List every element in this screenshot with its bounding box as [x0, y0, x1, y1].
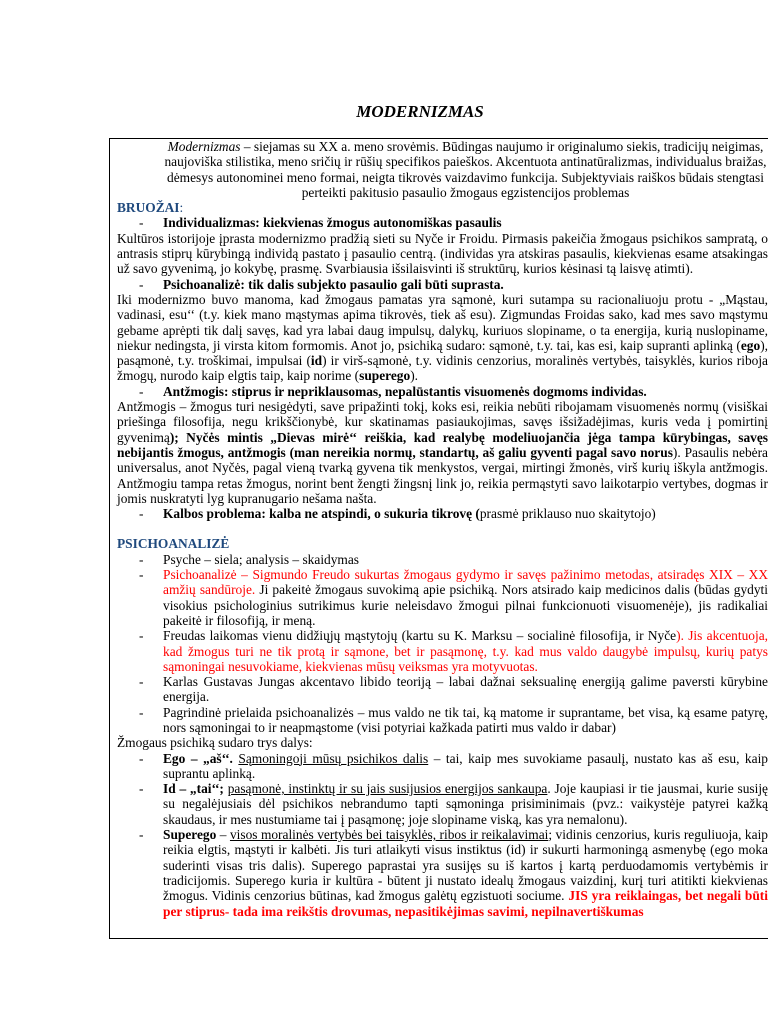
psicho-item-prielaida: Pagrindinė prielaida psichoanalizės – mus valdo ne tik tai, ką matome ir suprantame, bet visa, ką esame patyrę, nors sąmoningai to ir neapmąstome (visi potyriai kažkada patirti mus valdo ir dabar) — [163, 704, 768, 735]
bruozai-paragraph-1: Kultūros istorijoje įprasta modernizmo pradžią sieti su Nyče ir Froidu. Pirmasis pakeičia žmogaus psichikos sampratą, o antrasis stiprų kūrybingą individą pastato į pasaulio centrą. (individas yra atskiras pasaulis, kiekvienas esame atsakingas už savo gyvenimą, jo kokybę, prasmę. Svarbiausia išsilaisvinti iš struktūrų, kurios kėsinasi tą laisvę atimti). — [117, 230, 768, 277]
bullet-dash: - — [139, 551, 144, 567]
intro-line4: perteikti pakitusio pasaulio žmogaus egzistencijos problemas — [301, 184, 630, 200]
intro-line3: dėmesys autonominei meno formai, neigta tikrovės vaizdavimo funkcija. Subjektyviais raiškos būdais stengtasi — [167, 169, 764, 185]
bruozai-paragraph-3: Antžmogis – žmogus turi nesigėdyti, save pripažinti tokį, koks esi, reikia nebūti ribojamam visuomenės normų (visiškai priešinga filosofija, negu krikščionybė, kur skatinamas pasiaukojimas, savęs išsižadėjimas, kuris veda į pomirtinį gyvenimą); Nyčės mintis „Dievas mirė‘‘ reiškia, kad realybę modeliuojančia jėga tampa kūrybingas, savęs nebijantis žmogus, antžmogis (man nereikia normų, standartų, aš galiu gyventi pagal savo norus). Pasaulis nebėra universalus, anot Nyčės, pagal vieną tvarką gyvena tik menkystos, vergai, mirtingi žmonės, virš kurių iškyla antžmogis. Antžmogiu tampa retas žmogus, norint bent žengti žingsnį link jo, reikia permąstyti savo laikotarpio vertybes, dogmas ir jomis nuskratyti lyg kupranugario nešama našta. — [117, 399, 768, 506]
list-item — [117, 277, 768, 292]
list-item — [117, 705, 768, 736]
psicho-item-psyche: Psyche – siela; analysis – skaidymas — [163, 551, 359, 567]
list-item — [117, 827, 768, 919]
bullet-dash: - — [139, 628, 144, 644]
list-item — [117, 552, 768, 567]
bruozai-item-kalba: Kalbos problema: kalba ne atspindi, o sukuria tikrovę (prasmė priklauso nuo skaitytojo) — [163, 506, 656, 522]
list-item — [117, 506, 768, 521]
page-title: MODERNIZMAS — [356, 102, 484, 121]
bullet-dash: - — [139, 781, 144, 797]
document-body — [117, 139, 768, 919]
list-item — [117, 384, 768, 399]
list-item — [117, 751, 768, 782]
list-item — [117, 215, 768, 230]
bullet-dash: - — [139, 567, 144, 583]
bullet-dash: - — [139, 276, 144, 292]
bullet-dash: - — [139, 750, 144, 766]
bruozai-item-psichoanalize: Psichoanalizė: tik dalis subjekto pasaulio gali būti suprasta. — [163, 276, 504, 292]
psicho-item-freudas: Freudas laikomas vienu didžiųjų mąstytojų (kartu su K. Marksu – socialinė filosofija, ir Nyče). Jis akcentuoja, kad žmogus turi ne tik protą ir sąmone, bet ir pasąmonę, t.y. kad mus valdo daugybė impulsų, kurių patys sąmoningai nesuvokiame, kiekvienas mūsų veiksmas yra motyvuotas. — [163, 628, 768, 674]
bullet-dash: - — [139, 674, 144, 690]
section-heading-psichoanalize: PSICHOANALIZĖ — [117, 536, 230, 552]
intro-term: Modernizmas — [167, 139, 241, 154]
bruozai-item-antzmogis: Antžmogis: stiprus ir nepriklausomas, nepalūstantis visuomenės dogmoms individas. — [163, 383, 647, 399]
psyche-parts-intro: Žmogaus psichiką sudaro trys dalys: — [117, 735, 313, 751]
intro-line2: naujoviška stilistika, meno sričių ir rūšių specifikos paieškos. Akcentuota antinatūralizmas, individualus braižas, — [164, 154, 767, 170]
psicho-item-definition: Psichoanalizė – Sigmundo Freudo sukurtas žmogaus gydymo ir savęs pažinimo metodas, atsiradęs XIX – XX amžių sandūroje. Ji pakeitė žmogaus suvokimą apie psichiką. Nors atsirado kaip medicinos dalis (būdas gydyti visokius psichologinius sutrikimus kurie neleisdavo žmogui pilnai funkcionuoti visuomenėje), jis radikaliai pakeitė ir filosofiją, ir meną. — [163, 567, 768, 628]
list-item — [117, 628, 768, 674]
psicho-item-id: Id – „tai‘‘; pasąmonė, instinktų ir su jais susijusios energijos sankaupa. Joje kaupiasi ir tie jausmai, kurie susiję su negalėjusiais dėl psichikos nebrandumo tapti sąmoninga prisiminimais (pvz.: vaikystėje patyrei kažką skaudaus, ir mes nustumiame tai į pasąmonę; joje slopiname viską, kas yra nemalonu). — [163, 781, 768, 827]
psicho-item-jungas: Karlas Gustavas Jungas akcentavo libido teoriją – labai dažnai seksualinę energiją galime paversti kūrybine energija. — [163, 674, 768, 705]
intro-line1: – siejamas su XX a. meno srovėmis. Būdingas naujumo ir originalumo siekis, tradicijų neigimas, — [240, 139, 764, 154]
bullet-dash: - — [139, 827, 144, 843]
list-item — [117, 781, 768, 827]
bullet-dash: - — [139, 383, 144, 399]
psicho-item-ego: Ego – „aš‘‘. Sąmoningoji mūsų psichikos dalis – tai, kaip mes suvokiame pasaulį, nustato kas aš esu, kaip suprantu aplinką. — [163, 750, 768, 781]
psicho-item-superego: Superego – visos moralinės vertybės bei taisyklės, ribos ir reikalavimai; vidinis cenzorius, kuris reguliuoja, kaip reikia elgtis, mąstyti ir kalbėti. Jis turi atlaikyti visus instiktus (id) ir sukurti harmoningą asmenybę (ego moka suderinti visas tris dalis). Superego paprastai yra susijęs su iš kartos į kartą perduodamomis vertybėmis ir tradicijomis. Superego kuria ir kultūra - būtent ji nustato idealų žmogaus vaizdinį, kurį turi atitikti kiekvienas žmogus. Vidinis cenzorius būtinas, kad žmogus galėtų egzistuoti sociume. JIS yra reiklaingas, bet negali būti per stiprus- tada ima reikštis drovumas, nepasitikėjimas savimi, nepilnavertiškumas — [163, 827, 768, 919]
bullet-dash: - — [139, 704, 144, 720]
bruozai-item-individualizmas: Individualizmas: kiekvienas žmogus autonomiškas pasaulis — [163, 215, 502, 231]
bruozai-paragraph-2: Iki modernizmo buvo manoma, kad žmogaus pamatas yra sąmonė, kuri sutampa su racionaliuoju protu - „Mąstau, vadinasi, esu‘‘ (t.y. kiek mano mąstymas apima tikrovės, tiek aš esu). Zigmundas Froidas sako, kad mes savo mąstymu gebame aprėpti tik dalį savęs, kad yra labai daug impulsų, dalykų, kuriuos slopiname, o ta energija, kurią nuslopiname, niekur nedingsta, ji virsta kitom formomis. Anot jo, psichiką sudaro: sąmonė, t.y. tai, kas esi, kaip supranti aplinką (ego), pasąmonė, t.y. troškimai, impulsai (id) ir virš-sąmonė, t.y. vidinis cenzorius, moralinės vertybės, taisyklės, kurios riboja žmogų, nurodo kaip elgtis taip, kaip norime (superego). — [117, 291, 768, 384]
list-item — [117, 674, 768, 705]
intro-paragraph — [123, 139, 768, 200]
list-item — [117, 567, 768, 628]
bullet-dash: - — [139, 506, 144, 522]
section-heading-bruozai: BRUOŽAI: — [117, 200, 184, 216]
bullet-dash: - — [139, 215, 144, 231]
